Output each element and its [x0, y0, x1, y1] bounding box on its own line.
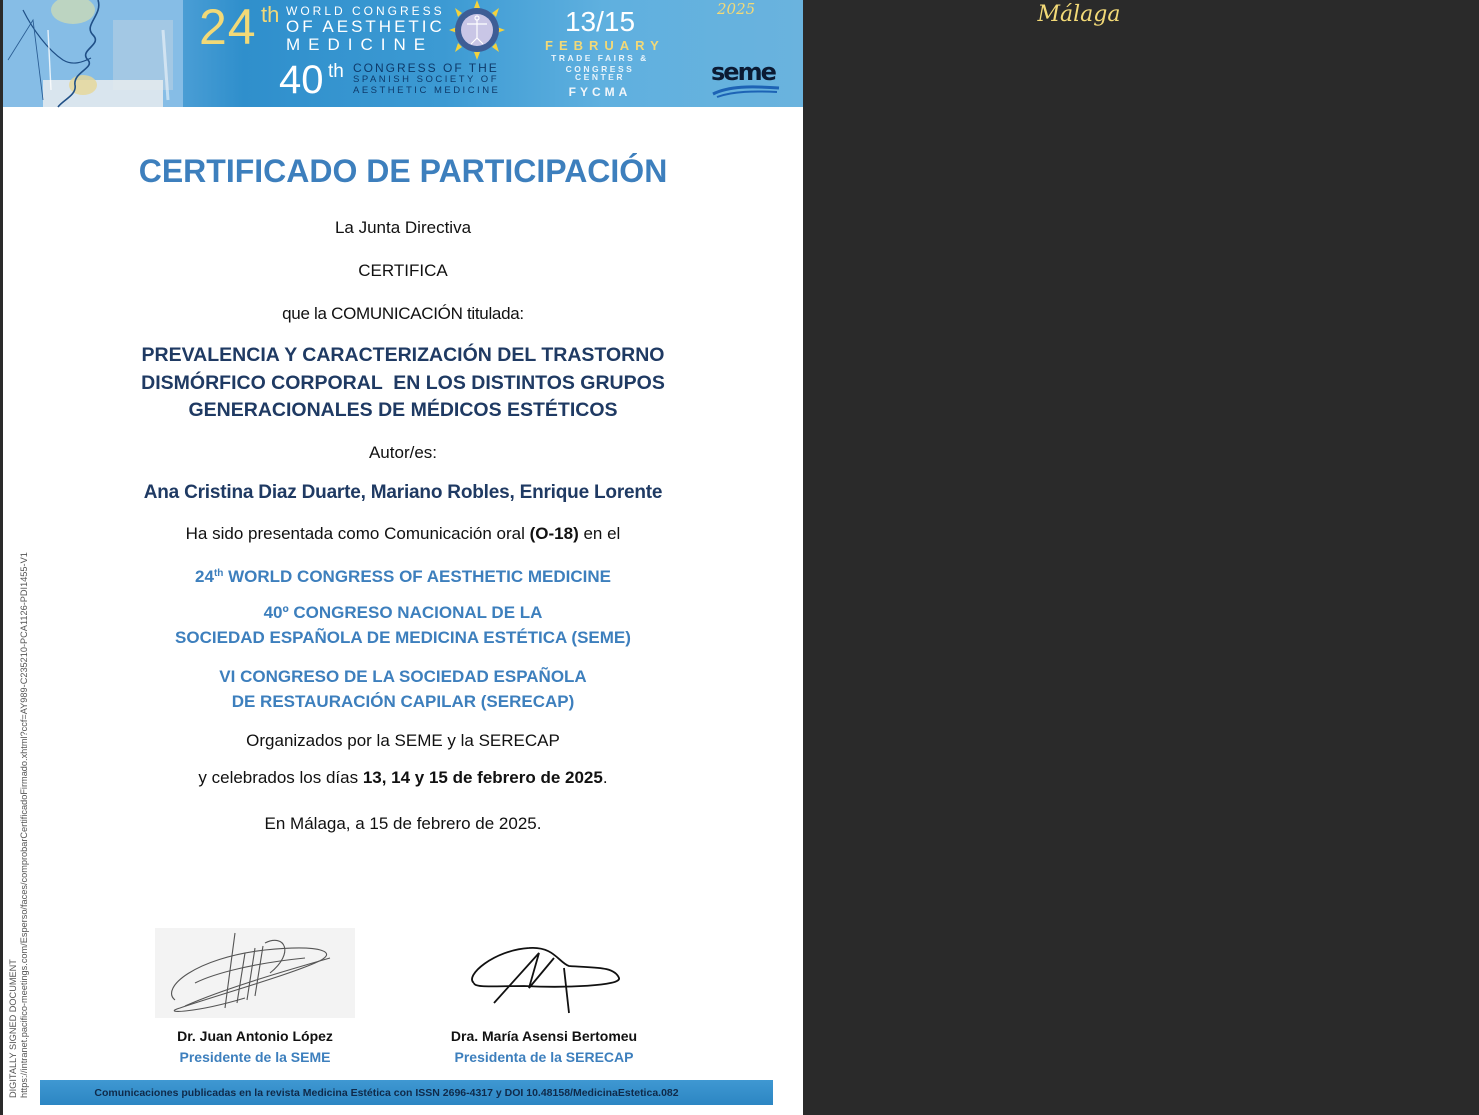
dates-suffix: . — [602, 768, 608, 787]
national-suffix: th — [328, 61, 344, 82]
date-range: 13/15 — [564, 6, 636, 37]
work-title-line: DISMÓRFICO CORPORAL EN LOS DISTINTOS GRUPOS — [141, 371, 665, 394]
edition-number: 24 — [199, 0, 257, 55]
congress1-rest: WORLD CONGRESS OF AESTHETIC MEDICINE — [223, 567, 611, 586]
place-and-date: En Málaga, a 15 de febrero de 2025. — [264, 814, 542, 833]
congress2-line1: 40º CONGRESO NACIONAL DE LA — [263, 603, 543, 622]
congress-world — [3, 561, 803, 589]
presentation-statement — [3, 524, 803, 544]
dates-prefix: y celebrados los días — [198, 768, 363, 787]
national-line1: CONGRESS OF THE — [353, 61, 499, 75]
world-congress-name — [286, 5, 445, 53]
signatory-name: Dr. Juan Antonio López — [177, 1028, 333, 1044]
national-line2: SPANISH SOCIETY OF — [353, 74, 500, 86]
world-congress-line3: MEDICINE — [286, 35, 434, 54]
wave-icon — [711, 84, 781, 98]
congress1-suffix: th — [213, 568, 224, 579]
world-congress-line2: OF AESTHETIC — [286, 17, 445, 36]
authors: Ana Cristina Diaz Duarte, Mariano Robles, Enrique Lorente — [143, 482, 663, 503]
signature-block-seme — [143, 928, 367, 1068]
seme-logo — [711, 60, 781, 100]
publication-note: Comunicaciones publicadas en la revista Medicina Estética con ISSN 2696-4317 y DOI 10.48158/MedicinaEstetica.082 — [94, 1086, 679, 1099]
verification-url[interactable]: https://intranet.pacifico-meetings.com/Esperso/faces/comprobarCertificadoFirmado.xhtml?ccf=AY989-C235210-PCA1126-PDI1455-V1 — [18, 552, 29, 1098]
seme-wordmark: seme — [711, 58, 775, 86]
signature-image-icon — [155, 928, 355, 1018]
presented-suffix: en el — [578, 524, 621, 543]
congress-banner — [3, 0, 1121, 107]
year-script: 2025 — [717, 0, 756, 18]
congress-national — [3, 600, 803, 650]
certificate-page — [3, 0, 1121, 1115]
face-illustration-icon — [3, 0, 183, 107]
congress-dates — [545, 6, 665, 99]
dates-bold: 13, 14 y 15 de febrero de 2025 — [362, 768, 603, 787]
world-congress-line1: WORLD CONGRESS — [286, 4, 445, 18]
issuer: La Junta Directiva — [334, 218, 472, 237]
digital-signature-label: DIGITALLY SIGNED DOCUMENT — [8, 959, 18, 1098]
congress3-line2: DE RESTAURACIÓN CAPILAR (SERECAP) — [231, 692, 575, 711]
signature-image-icon — [444, 928, 644, 1018]
work-title — [3, 342, 803, 425]
national-number: 40 — [279, 58, 324, 102]
venue-short: FYCMA — [568, 84, 632, 99]
presented-prefix: Ha sido presentada como Comunicación oral — [185, 524, 530, 543]
congress-serecap — [3, 664, 803, 714]
congress1-number: 24 — [195, 567, 214, 586]
month: FEBRUARY — [545, 38, 665, 53]
signatory-role: Presidenta de la SERECAP — [454, 1049, 634, 1065]
signatory-role: Presidente de la SEME — [179, 1049, 331, 1065]
authors-label: Autor/es: — [368, 443, 438, 462]
national-line3: AESTHETIC MEDICINE — [353, 84, 501, 96]
organized-by: Organizados por la SEME y la SERECAP — [246, 731, 560, 750]
intro: que la COMUNICACIÓN titulada: — [282, 304, 524, 323]
city-script: Málaga — [1037, 2, 1121, 27]
signatory-name: Dra. María Asensi Bertomeu — [450, 1028, 638, 1044]
national-congress-name — [353, 62, 500, 96]
certifies: CERTIFICA — [358, 261, 448, 280]
publication-footer — [40, 1080, 773, 1105]
certificate-title: CERTIFICADO DE PARTICIPACIÓN — [138, 153, 668, 189]
presentation-code: (O-18) — [529, 524, 579, 543]
venue-line1: TRADE FAIRS & — [551, 53, 649, 63]
congress2-line2: SOCIEDAD ESPAÑOLA DE MEDICINA ESTÉTICA (SEME) — [175, 628, 631, 647]
venue-line2: CONGRESS CENTER — [565, 63, 635, 82]
work-title-line: GENERACIONALES DE MÉDICOS ESTÉTICOS — [188, 399, 618, 421]
signature-block-serecap — [431, 928, 657, 1068]
congress3-line1: VI CONGRESO DE LA SOCIEDAD ESPAÑOLA — [219, 667, 587, 686]
work-title-line: PREVALENCIA Y CARACTERIZACIÓN DEL TRASTORNO — [141, 344, 665, 366]
edition-suffix: th — [261, 2, 280, 27]
malaga-script — [679, 0, 1121, 27]
vitruvian-sun-logo-icon — [441, 0, 513, 60]
celebration-dates — [3, 768, 803, 788]
digital-signature-note — [8, 552, 29, 1098]
